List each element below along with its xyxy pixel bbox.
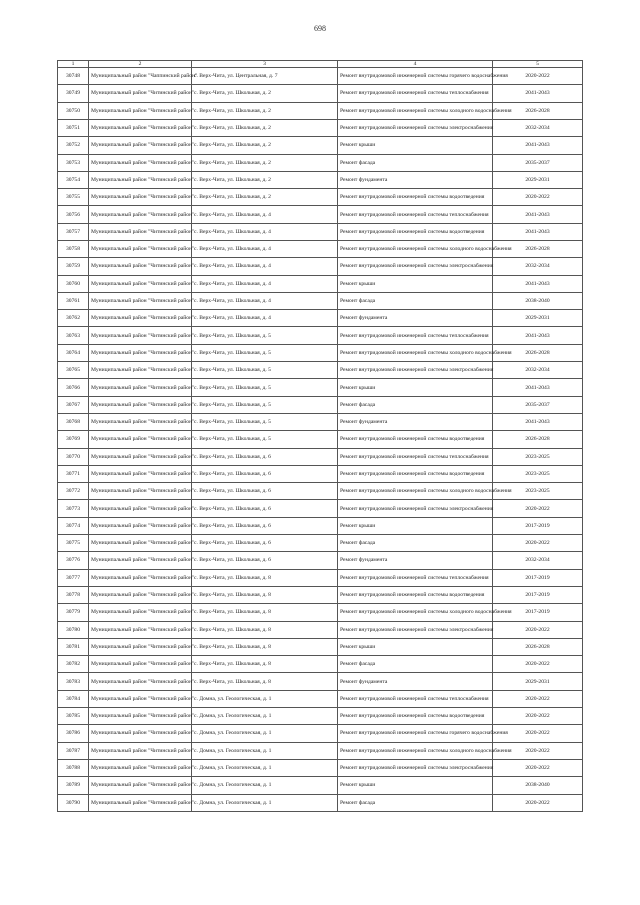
address-cell: с. Верх-Чита, ул. Школьная, д. 2 [192, 154, 338, 171]
municipality-cell: Муниципальный район "Читинский район" [89, 621, 192, 638]
municipality-cell: Муниципальный район "Читинский район" [89, 119, 192, 136]
municipality-cell: Муниципальный район "Читинский район" [89, 344, 192, 361]
table-row [58, 465, 583, 482]
address-cell: с. Верх-Чита, ул. Школьная, д. 8 [192, 604, 338, 621]
work-type-cell: Ремонт внутридомовой инженерной системы электроснабжения [338, 362, 493, 379]
municipality-cell: Муниципальный район "Читинский район" [89, 465, 192, 482]
table-row [58, 102, 583, 119]
row-number: 30777 [58, 569, 89, 586]
table-row [58, 759, 583, 776]
work-type-cell: Ремонт фасада [338, 794, 493, 811]
work-type-cell: Ремонт внутридомовой инженерной системы водоотведения [338, 223, 493, 240]
work-type-cell: Ремонт фасада [338, 535, 493, 552]
period-cell: 2041-2043 [493, 85, 583, 102]
period-cell: 2032-2034 [493, 258, 583, 275]
row-number: 30768 [58, 413, 89, 430]
table-row [58, 586, 583, 603]
municipality-cell: Муниципальный район "Читинский район" [89, 725, 192, 742]
work-type-cell: Ремонт внутридомовой инженерной системы горячего водоснабжения [338, 725, 493, 742]
row-number: 30765 [58, 362, 89, 379]
period-cell: 2020-2022 [493, 535, 583, 552]
municipality-cell: Муниципальный район "Читинский район" [89, 137, 192, 154]
period-cell: 2029-2031 [493, 171, 583, 188]
municipality-cell: Муниципальный район "Читинский район" [89, 362, 192, 379]
table-row [58, 223, 583, 240]
address-cell: с. Домна, ул. Геологическая, д. 1 [192, 742, 338, 759]
work-type-cell: Ремонт внутридомовой инженерной системы горячего водоснабжения [338, 68, 493, 85]
period-cell: 2029-2031 [493, 673, 583, 690]
municipality-cell: Муниципальный район "Читинский район" [89, 258, 192, 275]
municipality-cell: Муниципальный район "Читинский район" [89, 586, 192, 603]
table-row [58, 708, 583, 725]
municipality-cell: Муниципальный район "Читинский район" [89, 638, 192, 655]
municipality-cell: Муниципальный район "Читинский район" [89, 569, 192, 586]
address-cell: с. Верх-Чита, ул. Школьная, д. 4 [192, 310, 338, 327]
period-cell: 2020-2022 [493, 725, 583, 742]
row-number: 30767 [58, 396, 89, 413]
address-cell: с. Верх-Чита, ул. Школьная, д. 6 [192, 535, 338, 552]
table-row [58, 362, 583, 379]
work-type-cell: Ремонт внутридомовой инженерной системы водоотведения [338, 465, 493, 482]
table-row [58, 569, 583, 586]
period-cell: 2023-2025 [493, 465, 583, 482]
table-row [58, 327, 583, 344]
municipality-cell: Муниципальный район "Читинский район" [89, 777, 192, 794]
row-number: 30751 [58, 119, 89, 136]
address-cell: с. Верх-Чита, ул. Школьная, д. 8 [192, 569, 338, 586]
period-cell: 2020-2022 [493, 742, 583, 759]
address-cell: с. Верх-Чита, ул. Школьная, д. 5 [192, 396, 338, 413]
work-type-cell: Ремонт фундамента [338, 171, 493, 188]
period-cell: 2017-2019 [493, 517, 583, 534]
work-type-cell: Ремонт крыши [338, 275, 493, 292]
row-number: 30759 [58, 258, 89, 275]
period-cell: 2017-2019 [493, 604, 583, 621]
row-number: 30774 [58, 517, 89, 534]
work-type-cell: Ремонт крыши [338, 379, 493, 396]
period-cell: 2020-2022 [493, 500, 583, 517]
work-type-cell: Ремонт внутридомовой инженерной системы теплоснабжения [338, 690, 493, 707]
row-number: 30781 [58, 638, 89, 655]
table-row [58, 552, 583, 569]
work-type-cell: Ремонт крыши [338, 517, 493, 534]
work-type-cell: Ремонт внутридомовой инженерной системы теплоснабжения [338, 85, 493, 102]
municipality-cell: Муниципальный район "Читинский район" [89, 759, 192, 776]
table-row [58, 517, 583, 534]
work-type-cell: Ремонт фасада [338, 656, 493, 673]
work-type-cell: Ремонт внутридомовой инженерной системы холодного водоснабжения [338, 742, 493, 759]
row-number: 30758 [58, 241, 89, 258]
period-cell: 2023-2025 [493, 448, 583, 465]
table-row [58, 673, 583, 690]
work-type-cell: Ремонт крыши [338, 777, 493, 794]
address-cell: с. Домна, ул. Геологическая, д. 1 [192, 794, 338, 811]
municipality-cell: Муниципальный район "Читинский район" [89, 794, 192, 811]
table-row [58, 777, 583, 794]
period-cell: 2032-2034 [493, 362, 583, 379]
table-row [58, 500, 583, 517]
municipality-cell: Муниципальный район "Читинский район" [89, 690, 192, 707]
work-type-cell: Ремонт внутридомовой инженерной системы электроснабжения [338, 258, 493, 275]
row-number: 30761 [58, 292, 89, 309]
row-number: 30757 [58, 223, 89, 240]
column-header-2: 2 [89, 61, 192, 68]
row-number: 30762 [58, 310, 89, 327]
row-number: 30754 [58, 171, 89, 188]
table-row [58, 85, 583, 102]
period-cell: 2032-2034 [493, 552, 583, 569]
address-cell: с. Верх-Чита, ул. Школьная, д. 4 [192, 292, 338, 309]
table-row [58, 621, 583, 638]
capital-repair-table [57, 60, 583, 812]
period-cell: 2020-2022 [493, 690, 583, 707]
address-cell: с. Верх-Чита, ул. Школьная, д. 2 [192, 189, 338, 206]
period-cell: 2026-2028 [493, 638, 583, 655]
period-cell: 2026-2028 [493, 241, 583, 258]
row-number: 30779 [58, 604, 89, 621]
address-cell: с. Верх-Чита, ул. Школьная, д. 4 [192, 258, 338, 275]
work-type-cell: Ремонт фундамента [338, 552, 493, 569]
row-number: 30749 [58, 85, 89, 102]
period-cell: 2029-2031 [493, 310, 583, 327]
municipality-cell: Муниципальный район "Читинский район" [89, 742, 192, 759]
row-number: 30782 [58, 656, 89, 673]
table-row [58, 638, 583, 655]
period-cell: 2035-2037 [493, 396, 583, 413]
address-cell: с. Верх-Чита, ул. Школьная, д. 8 [192, 621, 338, 638]
work-type-cell: Ремонт внутридомовой инженерной системы электроснабжения [338, 621, 493, 638]
period-cell: 2035-2037 [493, 154, 583, 171]
column-header-5: 5 [493, 61, 583, 68]
municipality-cell: Муниципальный район "Читинский район" [89, 189, 192, 206]
row-number: 30772 [58, 483, 89, 500]
address-cell: с. Домна, ул. Геологическая, д. 1 [192, 777, 338, 794]
period-cell: 2020-2022 [493, 656, 583, 673]
work-type-cell: Ремонт внутридомовой инженерной системы электроснабжения [338, 759, 493, 776]
period-cell: 2020-2022 [493, 189, 583, 206]
address-cell: с. Верх-Чита, ул. Школьная, д. 5 [192, 413, 338, 430]
address-cell: с. Верх-Чита, ул. Школьная, д. 5 [192, 362, 338, 379]
municipality-cell: Муниципальный район "Читинский район" [89, 292, 192, 309]
address-cell: с. Верх-Чита, ул. Школьная, д. 8 [192, 673, 338, 690]
work-type-cell: Ремонт фундамента [338, 310, 493, 327]
work-type-cell: Ремонт внутридомовой инженерной системы холодного водоснабжения [338, 483, 493, 500]
period-cell: 2041-2043 [493, 275, 583, 292]
row-number: 30750 [58, 102, 89, 119]
row-number: 30770 [58, 448, 89, 465]
period-cell: 2026-2028 [493, 344, 583, 361]
work-type-cell: Ремонт внутридомовой инженерной системы водоотведения [338, 189, 493, 206]
table-row [58, 258, 583, 275]
row-number: 30784 [58, 690, 89, 707]
address-cell: с. Верх-Чита, ул. Школьная, д. 2 [192, 119, 338, 136]
municipality-cell: Муниципальный район "Читинский район" [89, 535, 192, 552]
period-cell: 2041-2043 [493, 413, 583, 430]
column-header-3: 3 [192, 61, 338, 68]
municipality-cell: Муниципальный район "Читинский район" [89, 85, 192, 102]
municipality-cell: Муниципальный район "Читинский район" [89, 448, 192, 465]
work-type-cell: Ремонт внутридомовой инженерной системы теплоснабжения [338, 206, 493, 223]
address-cell: с. Верх-Чита, ул. Школьная, д. 8 [192, 638, 338, 655]
work-type-cell: Ремонт крыши [338, 638, 493, 655]
work-type-cell: Ремонт внутридомовой инженерной системы водоотведения [338, 586, 493, 603]
table-row [58, 483, 583, 500]
table-row [58, 690, 583, 707]
work-type-cell: Ремонт внутридомовой инженерной системы водоотведения [338, 431, 493, 448]
row-number: 30769 [58, 431, 89, 448]
work-type-cell: Ремонт фасада [338, 292, 493, 309]
period-cell: 2032-2034 [493, 119, 583, 136]
address-cell: с. Верх-Чита, ул. Школьная, д. 5 [192, 379, 338, 396]
address-cell: с. Верх-Чита, ул. Школьная, д. 5 [192, 327, 338, 344]
address-cell: с. Верх-Чита, ул. Школьная, д. 4 [192, 223, 338, 240]
municipality-cell: Муниципальный район "Читинский район" [89, 102, 192, 119]
work-type-cell: Ремонт внутридомовой инженерной системы водоотведения [338, 708, 493, 725]
period-cell: 2041-2043 [493, 137, 583, 154]
table-row [58, 656, 583, 673]
table-row [58, 275, 583, 292]
work-type-cell: Ремонт внутридомовой инженерной системы теплоснабжения [338, 327, 493, 344]
address-cell: с. Верх-Чита, ул. Школьная, д. 4 [192, 206, 338, 223]
address-cell: с. Верх-Чита, ул. Школьная, д. 2 [192, 85, 338, 102]
address-cell: с. Верх-Чита, ул. Школьная, д. 8 [192, 656, 338, 673]
municipality-cell: Муниципальный район "Читинский район" [89, 500, 192, 517]
table-row [58, 119, 583, 136]
address-cell: с. Верх-Чита, ул. Школьная, д. 6 [192, 500, 338, 517]
table-row [58, 137, 583, 154]
row-number: 30790 [58, 794, 89, 811]
work-type-cell: Ремонт внутридомовой инженерной системы холодного водоснабжения [338, 604, 493, 621]
table-row [58, 604, 583, 621]
table-row [58, 310, 583, 327]
work-type-cell: Ремонт внутридомовой инженерной системы холодного водоснабжения [338, 241, 493, 258]
work-type-cell: Ремонт внутридомовой инженерной системы холодного водоснабжения [338, 344, 493, 361]
table-row [58, 742, 583, 759]
table-row [58, 68, 583, 85]
address-cell: с. Домна, ул. Геологическая, д. 1 [192, 725, 338, 742]
period-cell: 2020-2022 [493, 68, 583, 85]
table-body [58, 68, 583, 812]
period-cell: 2041-2043 [493, 206, 583, 223]
work-type-cell: Ремонт фасада [338, 154, 493, 171]
address-cell: с. Верх-Чита, ул. Школьная, д. 2 [192, 102, 338, 119]
municipality-cell: Муниципальный район "Читинский район" [89, 656, 192, 673]
row-number: 30776 [58, 552, 89, 569]
table-row [58, 154, 583, 171]
address-cell: с. Верх-Чита, ул. Школьная, д. 6 [192, 483, 338, 500]
municipality-cell: Муниципальный район "Читинский район" [89, 206, 192, 223]
work-type-cell: Ремонт внутридомовой инженерной системы холодного водоснабжения [338, 102, 493, 119]
column-header-1: 1 [58, 61, 89, 68]
municipality-cell: Муниципальный район "Читинский район" [89, 552, 192, 569]
row-number: 30786 [58, 725, 89, 742]
table-row [58, 379, 583, 396]
table-row [58, 725, 583, 742]
work-type-cell: Ремонт фасада [338, 396, 493, 413]
row-number: 30785 [58, 708, 89, 725]
municipality-cell: Муниципальный район "Читинский район" [89, 604, 192, 621]
address-cell: с. Верх-Чита, ул. Школьная, д. 8 [192, 586, 338, 603]
address-cell: с. Домна, ул. Геологическая, д. 1 [192, 690, 338, 707]
table-row [58, 344, 583, 361]
municipality-cell: Муниципальный район "Читинский район" [89, 154, 192, 171]
period-cell: 2023-2025 [493, 483, 583, 500]
municipality-cell: Муниципальный район "Читинский район" [89, 413, 192, 430]
table-row [58, 189, 583, 206]
period-cell: 2041-2043 [493, 327, 583, 344]
row-number: 30756 [58, 206, 89, 223]
table-row [58, 794, 583, 811]
address-cell: с. Верх-Чита, ул. Школьная, д. 5 [192, 344, 338, 361]
address-cell: с. Верх-Чита, ул. Школьная, д. 6 [192, 552, 338, 569]
row-number: 30788 [58, 759, 89, 776]
work-type-cell: Ремонт фундамента [338, 413, 493, 430]
work-type-cell: Ремонт внутридомовой инженерной системы электроснабжения [338, 500, 493, 517]
row-number: 30755 [58, 189, 89, 206]
municipality-cell: Муниципальный район "Читинский район" [89, 673, 192, 690]
row-number: 30753 [58, 154, 89, 171]
municipality-cell: Муниципальный район "Читинский район" [89, 379, 192, 396]
period-cell: 2020-2022 [493, 759, 583, 776]
table-row [58, 292, 583, 309]
row-number: 30752 [58, 137, 89, 154]
row-number: 30787 [58, 742, 89, 759]
municipality-cell: Муниципальный район "Читинский район" [89, 517, 192, 534]
period-cell: 2026-2028 [493, 431, 583, 448]
address-cell: с. Верх-Чита, ул. Школьная, д. 4 [192, 241, 338, 258]
row-number: 30748 [58, 68, 89, 85]
period-cell: 2041-2043 [493, 223, 583, 240]
address-cell: с. Верх-Чита, ул. Школьная, д. 2 [192, 137, 338, 154]
municipality-cell: Муниципальный район "Читинский район" [89, 327, 192, 344]
page-number: 698 [314, 24, 326, 33]
period-cell: 2020-2022 [493, 794, 583, 811]
period-cell: 2017-2019 [493, 586, 583, 603]
table-row [58, 448, 583, 465]
work-type-cell: Ремонт фундамента [338, 673, 493, 690]
row-number: 30766 [58, 379, 89, 396]
row-number: 30760 [58, 275, 89, 292]
row-number: 30778 [58, 586, 89, 603]
header-row [58, 61, 583, 68]
address-cell: с. Верх-Чита, ул. Школьная, д. 5 [192, 431, 338, 448]
row-number: 30771 [58, 465, 89, 482]
municipality-cell: Муниципальный район "Читинский район" [89, 223, 192, 240]
table-row [58, 431, 583, 448]
municipality-cell: Муниципальный район "Читинский район" [89, 171, 192, 188]
address-cell: с. Верх-Чита, ул. Центральная, д. 7 [192, 68, 338, 85]
address-cell: с. Домна, ул. Геологическая, д. 1 [192, 759, 338, 776]
work-type-cell: Ремонт крыши [338, 137, 493, 154]
period-cell: 2020-2022 [493, 621, 583, 638]
address-cell: с. Домна, ул. Геологическая, д. 1 [192, 708, 338, 725]
address-cell: с. Верх-Чита, ул. Школьная, д. 4 [192, 275, 338, 292]
address-cell: с. Верх-Чита, ул. Школьная, д. 6 [192, 465, 338, 482]
table-row [58, 171, 583, 188]
period-cell: 2038-2040 [493, 777, 583, 794]
municipality-cell: Муниципальный район "Читинский район" [89, 275, 192, 292]
table-row [58, 535, 583, 552]
period-cell: 2038-2040 [493, 292, 583, 309]
table-row [58, 206, 583, 223]
work-type-cell: Ремонт внутридомовой инженерной системы теплоснабжения [338, 448, 493, 465]
table-row [58, 396, 583, 413]
address-cell: с. Верх-Чита, ул. Школьная, д. 2 [192, 171, 338, 188]
address-cell: с. Верх-Чита, ул. Школьная, д. 6 [192, 517, 338, 534]
period-cell: 2041-2043 [493, 379, 583, 396]
row-number: 30780 [58, 621, 89, 638]
column-header-4: 4 [338, 61, 493, 68]
table-row [58, 241, 583, 258]
municipality-cell: Муниципальный район "Читинский район" [89, 241, 192, 258]
period-cell: 2026-2028 [493, 102, 583, 119]
row-number: 30773 [58, 500, 89, 517]
row-number: 30764 [58, 344, 89, 361]
work-type-cell: Ремонт внутридомовой инженерной системы электроснабжения [338, 119, 493, 136]
municipality-cell: Муниципальный район "Читинский район" [89, 431, 192, 448]
period-cell: 2020-2022 [493, 708, 583, 725]
work-type-cell: Ремонт внутридомовой инженерной системы теплоснабжения [338, 569, 493, 586]
period-cell: 2017-2019 [493, 569, 583, 586]
municipality-cell: Муниципальный район "Чаппинский район" [89, 68, 192, 85]
table-row [58, 413, 583, 430]
row-number: 30789 [58, 777, 89, 794]
address-cell: с. Верх-Чита, ул. Школьная, д. 6 [192, 448, 338, 465]
row-number: 30783 [58, 673, 89, 690]
municipality-cell: Муниципальный район "Читинский район" [89, 483, 192, 500]
municipality-cell: Муниципальный район "Читинский район" [89, 708, 192, 725]
municipality-cell: Муниципальный район "Читинский район" [89, 396, 192, 413]
row-number: 30763 [58, 327, 89, 344]
row-number: 30775 [58, 535, 89, 552]
municipality-cell: Муниципальный район "Читинский район" [89, 310, 192, 327]
